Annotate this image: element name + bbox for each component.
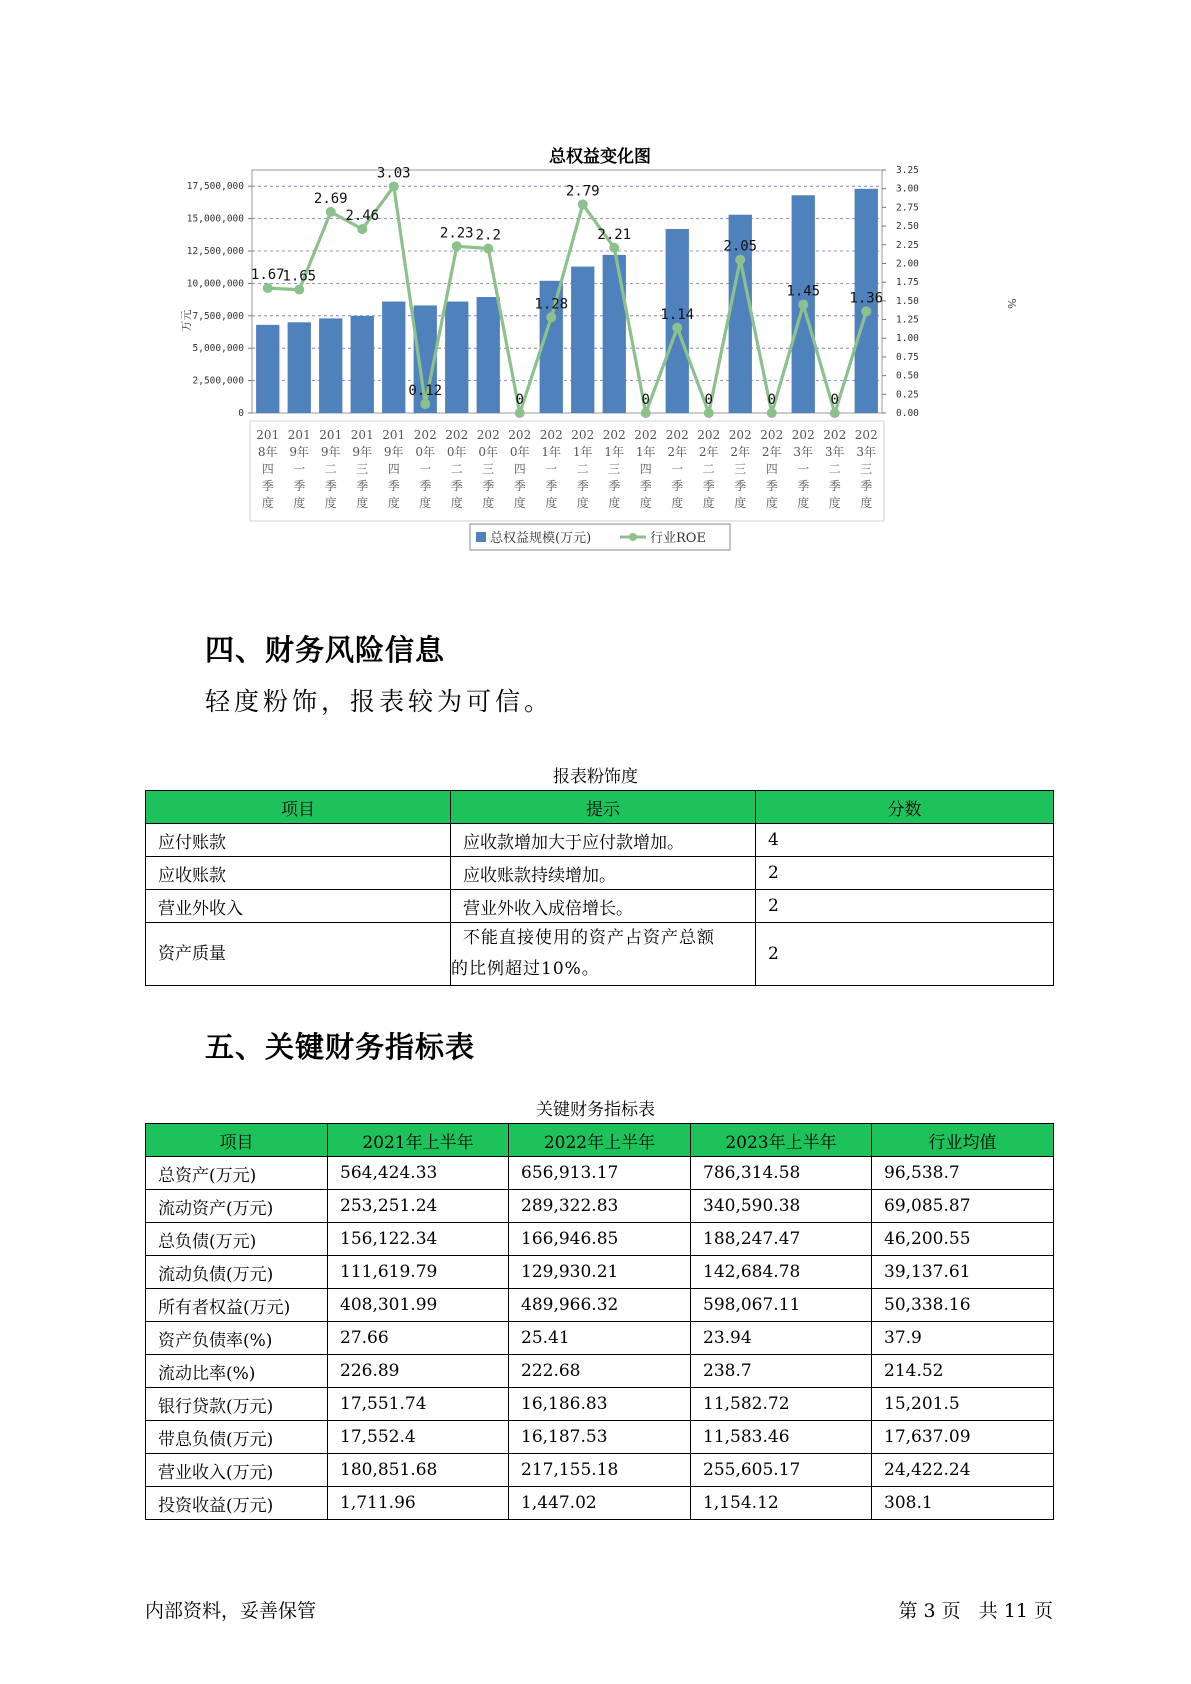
table-row bbox=[146, 1289, 1054, 1322]
metrics-header-cell: 项目 bbox=[146, 1124, 328, 1157]
y2-tick-label: 3.00 bbox=[896, 183, 919, 195]
roe-point bbox=[452, 241, 462, 251]
metric-value: 129,930.21 bbox=[509, 1256, 691, 1289]
x-tick-label: 三 bbox=[608, 462, 621, 476]
y2-tick-label: 2.75 bbox=[896, 202, 919, 214]
x-tick-label: 8年 bbox=[257, 445, 278, 459]
x-tick-label: 四 bbox=[513, 462, 526, 476]
roe-point bbox=[389, 181, 399, 191]
x-tick-label: 二 bbox=[828, 462, 841, 476]
x-tick-label: 季 bbox=[450, 479, 463, 493]
y2-tick-label: 2.00 bbox=[896, 258, 919, 270]
y2-tick-label: 0.25 bbox=[896, 389, 919, 401]
y2-tick-label: 3.25 bbox=[896, 165, 919, 176]
x-tick-label: 季 bbox=[545, 479, 558, 493]
x-tick-label: 9年 bbox=[352, 445, 373, 459]
x-tick-label: 9年 bbox=[383, 445, 404, 459]
risk-hint: 应收账款持续增加。 bbox=[451, 857, 756, 890]
risk-header-score: 分数 bbox=[756, 791, 1054, 824]
x-tick-label: 度 bbox=[828, 496, 841, 510]
category-box bbox=[250, 421, 884, 521]
roe-data-label: 1.45 bbox=[786, 283, 821, 300]
x-tick-label: 一 bbox=[671, 462, 684, 476]
roe-data-label: 0 bbox=[767, 392, 776, 408]
metrics-table bbox=[145, 1123, 1054, 1520]
x-tick-label: 2年 bbox=[698, 445, 719, 459]
x-tick-label: 1年 bbox=[635, 445, 656, 459]
bar bbox=[571, 267, 594, 413]
x-tick-label: 1年 bbox=[572, 445, 593, 459]
legend-line-marker bbox=[629, 533, 637, 541]
metric-value: 46,200.55 bbox=[872, 1223, 1054, 1256]
x-tick-label: 度 bbox=[450, 496, 463, 510]
table-row bbox=[146, 1355, 1054, 1388]
metric-value: 166,946.85 bbox=[509, 1223, 691, 1256]
x-tick-label: 三 bbox=[482, 462, 495, 476]
metric-value: 1,711.96 bbox=[328, 1487, 509, 1520]
risk-hint-line2: 的比例超过10%。 bbox=[451, 959, 600, 979]
x-tick-label: 季 bbox=[513, 479, 526, 493]
x-tick-label: 202 bbox=[823, 428, 847, 442]
roe-data-label: 2.69 bbox=[313, 190, 348, 207]
x-tick-label: 度 bbox=[639, 496, 652, 510]
x-tick-label: 度 bbox=[324, 496, 337, 510]
x-tick-label: 202 bbox=[697, 428, 721, 442]
x-tick-label: 202 bbox=[634, 428, 658, 442]
bar bbox=[288, 322, 311, 413]
roe-data-label: 2.21 bbox=[597, 226, 632, 243]
x-tick-label: 9年 bbox=[289, 445, 310, 459]
metric-value: 238.7 bbox=[691, 1355, 872, 1388]
y2-tick-label: 1.25 bbox=[896, 314, 919, 326]
equity-chart bbox=[170, 130, 1030, 600]
x-tick-label: 1年 bbox=[604, 445, 625, 459]
risk-score: 4 bbox=[756, 824, 1054, 857]
x-tick-label: 度 bbox=[419, 496, 432, 510]
risk-item: 应收账款 bbox=[146, 857, 451, 890]
table-row bbox=[146, 890, 1054, 923]
x-tick-label: 一 bbox=[797, 462, 810, 476]
risk-hint: 应收款增加大于应付款增加。 bbox=[451, 824, 756, 857]
risk-score: 2 bbox=[756, 923, 1054, 986]
metric-value: 255,605.17 bbox=[691, 1454, 872, 1487]
metric-value: 656,913.17 bbox=[509, 1157, 691, 1190]
x-tick-label: 202 bbox=[602, 428, 626, 442]
roe-point bbox=[483, 244, 493, 254]
y-tick-label: 7,500,000 bbox=[192, 310, 244, 322]
risk-summary: 轻度粉饰，报表较为可信。 bbox=[205, 687, 554, 716]
bar bbox=[445, 302, 468, 413]
metric-value: 69,085.87 bbox=[872, 1190, 1054, 1223]
roe-data-label: 0 bbox=[641, 392, 650, 408]
x-tick-label: 201 bbox=[319, 428, 343, 442]
roe-point bbox=[672, 323, 682, 333]
risk-hint-line1: 不能直接使用的资产占资产总额 bbox=[463, 928, 715, 948]
x-tick-label: 二 bbox=[702, 462, 715, 476]
x-tick-label: 202 bbox=[476, 428, 500, 442]
x-tick-label: 四 bbox=[765, 462, 778, 476]
x-tick-label: 四 bbox=[639, 462, 652, 476]
metric-value: 16,187.53 bbox=[509, 1421, 691, 1454]
metric-value: 1,447.02 bbox=[509, 1487, 691, 1520]
roe-data-label: 1.28 bbox=[534, 296, 569, 313]
roe-point bbox=[263, 283, 273, 293]
x-tick-label: 季 bbox=[356, 479, 369, 493]
metric-value: 340,590.38 bbox=[691, 1190, 872, 1223]
x-tick-label: 202 bbox=[854, 428, 878, 442]
y2-tick-label: 1.50 bbox=[896, 295, 919, 307]
risk-header-row bbox=[146, 791, 1054, 824]
x-tick-label: 0年 bbox=[509, 445, 530, 459]
metric-value: 142,684.78 bbox=[691, 1256, 872, 1289]
x-tick-label: 季 bbox=[734, 479, 747, 493]
table-row bbox=[146, 1190, 1054, 1223]
metrics-table-caption: 关键财务指标表 bbox=[536, 1100, 655, 1120]
x-tick-label: 1年 bbox=[541, 445, 562, 459]
metric-name: 营业收入(万元) bbox=[146, 1454, 328, 1487]
risk-score: 2 bbox=[756, 857, 1054, 890]
y2-tick-label: 0.50 bbox=[896, 370, 919, 382]
metric-value: 1,154.12 bbox=[691, 1487, 872, 1520]
x-tick-label: 度 bbox=[387, 496, 400, 510]
metric-value: 598,067.11 bbox=[691, 1289, 872, 1322]
metric-value: 96,538.7 bbox=[872, 1157, 1054, 1190]
x-tick-label: 一 bbox=[545, 462, 558, 476]
x-tick-label: 202 bbox=[445, 428, 469, 442]
bar bbox=[382, 302, 405, 413]
roe-data-label: 3.03 bbox=[376, 165, 411, 182]
metric-value: 564,424.33 bbox=[328, 1157, 509, 1190]
x-tick-label: 度 bbox=[702, 496, 715, 510]
metric-value: 289,322.83 bbox=[509, 1190, 691, 1223]
metric-value: 23.94 bbox=[691, 1322, 872, 1355]
x-tick-label: 3年 bbox=[793, 445, 814, 459]
x-tick-label: 三 bbox=[860, 462, 873, 476]
y-tick-label: 5,000,000 bbox=[192, 343, 244, 355]
metric-value: 253,251.24 bbox=[328, 1190, 509, 1223]
x-tick-label: 二 bbox=[324, 462, 337, 476]
metrics-header-row bbox=[146, 1124, 1054, 1157]
x-tick-label: 季 bbox=[797, 479, 810, 493]
x-tick-label: 3年 bbox=[856, 445, 877, 459]
roe-point bbox=[735, 255, 745, 265]
metric-name: 银行贷款(万元) bbox=[146, 1388, 328, 1421]
x-tick-label: 201 bbox=[350, 428, 374, 442]
y-tick-label: 0 bbox=[238, 408, 244, 419]
table-row bbox=[146, 1388, 1054, 1421]
footer-page-number: 第 3 页 共 11 页 bbox=[898, 1600, 1053, 1622]
x-tick-label: 202 bbox=[571, 428, 595, 442]
metric-name: 总负债(万元) bbox=[146, 1223, 328, 1256]
x-tick-label: 季 bbox=[482, 479, 495, 493]
x-tick-label: 二 bbox=[576, 462, 589, 476]
y-tick-label: 17,500,000 bbox=[186, 181, 244, 193]
x-tick-label: 一 bbox=[419, 462, 432, 476]
roe-point bbox=[420, 399, 430, 409]
metric-value: 111,619.79 bbox=[328, 1256, 509, 1289]
roe-data-label: 0 bbox=[830, 392, 839, 408]
bar bbox=[477, 297, 500, 413]
x-tick-label: 201 bbox=[382, 428, 406, 442]
x-tick-label: 201 bbox=[287, 428, 311, 442]
x-tick-label: 三 bbox=[356, 462, 369, 476]
section5-title: 五、关键财务指标表 bbox=[205, 1030, 476, 1064]
x-tick-label: 3年 bbox=[824, 445, 845, 459]
metrics-header-cell: 2022年上半年 bbox=[509, 1124, 691, 1157]
risk-item: 资产质量 bbox=[146, 923, 451, 986]
x-tick-label: 季 bbox=[261, 479, 274, 493]
metric-value: 17,637.09 bbox=[872, 1421, 1054, 1454]
table-row bbox=[146, 1454, 1054, 1487]
risk-score: 2 bbox=[756, 890, 1054, 923]
footer-left: 内部资料，妥善保管 bbox=[145, 1600, 317, 1622]
x-tick-label: 季 bbox=[639, 479, 652, 493]
metric-name: 流动资产(万元) bbox=[146, 1190, 328, 1223]
roe-point bbox=[546, 312, 556, 322]
x-tick-label: 季 bbox=[419, 479, 432, 493]
metric-name: 流动比率(%) bbox=[146, 1355, 328, 1388]
table-row bbox=[146, 1157, 1054, 1190]
x-tick-label: 2年 bbox=[761, 445, 782, 459]
risk-item: 应付账款 bbox=[146, 824, 451, 857]
y2-axis-label: % bbox=[1005, 298, 1018, 309]
metric-value: 489,966.32 bbox=[509, 1289, 691, 1322]
x-tick-label: 度 bbox=[356, 496, 369, 510]
x-tick-label: 四 bbox=[261, 462, 274, 476]
roe-point bbox=[515, 408, 525, 418]
roe-point bbox=[609, 243, 619, 253]
metric-value: 16,186.83 bbox=[509, 1388, 691, 1421]
x-tick-label: 度 bbox=[261, 496, 274, 510]
risk-table bbox=[145, 790, 1054, 986]
y2-tick-label: 0.75 bbox=[896, 351, 919, 363]
roe-data-label: 2.46 bbox=[345, 208, 380, 225]
y2-tick-label: 2.50 bbox=[896, 221, 919, 233]
metric-value: 214.52 bbox=[872, 1355, 1054, 1388]
x-tick-label: 202 bbox=[508, 428, 532, 442]
x-tick-label: 202 bbox=[728, 428, 752, 442]
roe-point bbox=[294, 285, 304, 295]
x-tick-label: 季 bbox=[765, 479, 778, 493]
roe-point bbox=[704, 408, 714, 418]
metric-value: 226.89 bbox=[328, 1355, 509, 1388]
x-tick-label: 季 bbox=[828, 479, 841, 493]
roe-data-label: 2.05 bbox=[723, 238, 758, 255]
x-tick-label: 度 bbox=[608, 496, 621, 510]
x-tick-label: 2年 bbox=[730, 445, 751, 459]
roe-data-label: 1.14 bbox=[660, 306, 695, 323]
x-tick-label: 度 bbox=[293, 496, 306, 510]
roe-data-label: 1.67 bbox=[250, 267, 285, 284]
roe-point bbox=[357, 224, 367, 234]
y-axis-label: 万元 bbox=[180, 309, 193, 332]
metric-value: 786,314.58 bbox=[691, 1157, 872, 1190]
roe-data-label: 0 bbox=[704, 392, 713, 408]
x-tick-label: 季 bbox=[671, 479, 684, 493]
roe-point bbox=[830, 408, 840, 418]
x-tick-label: 季 bbox=[702, 479, 715, 493]
x-tick-label: 201 bbox=[256, 428, 280, 442]
table-row bbox=[146, 923, 1054, 986]
metric-value: 37.9 bbox=[872, 1322, 1054, 1355]
x-tick-label: 度 bbox=[765, 496, 778, 510]
metrics-header-cell: 2023年上半年 bbox=[691, 1124, 872, 1157]
x-tick-label: 三 bbox=[734, 462, 747, 476]
x-tick-label: 季 bbox=[608, 479, 621, 493]
y-tick-label: 12,500,000 bbox=[186, 246, 244, 257]
metric-value: 25.41 bbox=[509, 1322, 691, 1355]
roe-point bbox=[767, 408, 777, 418]
roe-data-label: 0 bbox=[515, 392, 524, 408]
chart-svg bbox=[170, 130, 1030, 600]
metric-value: 39,137.61 bbox=[872, 1256, 1054, 1289]
metric-value: 188,247.47 bbox=[691, 1223, 872, 1256]
legend-line-label: 行业ROE bbox=[650, 531, 706, 546]
metric-name: 总资产(万元) bbox=[146, 1157, 328, 1190]
metric-value: 50,338.16 bbox=[872, 1289, 1054, 1322]
roe-data-label: 2.79 bbox=[565, 183, 600, 200]
roe-data-label: 1.36 bbox=[849, 290, 884, 307]
metric-name: 流动负债(万元) bbox=[146, 1256, 328, 1289]
metric-value: 24,422.24 bbox=[872, 1454, 1054, 1487]
table-row bbox=[146, 1322, 1054, 1355]
risk-hint bbox=[451, 923, 756, 986]
metric-value: 180,851.68 bbox=[328, 1454, 509, 1487]
bar bbox=[256, 325, 279, 413]
y2-tick-label: 2.25 bbox=[896, 239, 919, 251]
roe-data-label: 2.2 bbox=[475, 227, 501, 244]
x-tick-label: 9年 bbox=[320, 445, 341, 459]
risk-hint: 营业外收入成倍增长。 bbox=[451, 890, 756, 923]
y2-tick-label: 1.75 bbox=[896, 277, 919, 289]
roe-data-label: 2.23 bbox=[439, 225, 474, 242]
metric-value: 408,301.99 bbox=[328, 1289, 509, 1322]
x-tick-label: 度 bbox=[513, 496, 526, 510]
x-tick-label: 度 bbox=[482, 496, 495, 510]
x-tick-label: 季 bbox=[293, 479, 306, 493]
legend-bar-swatch bbox=[476, 532, 486, 542]
metric-name: 带息负债(万元) bbox=[146, 1421, 328, 1454]
x-tick-label: 202 bbox=[539, 428, 563, 442]
x-tick-label: 0年 bbox=[415, 445, 436, 459]
roe-point bbox=[798, 300, 808, 310]
table-row bbox=[146, 1487, 1054, 1520]
y-tick-label: 2,500,000 bbox=[192, 375, 244, 387]
y2-tick-label: 1.00 bbox=[896, 333, 919, 345]
table-row bbox=[146, 857, 1054, 890]
x-tick-label: 202 bbox=[413, 428, 437, 442]
x-tick-label: 一 bbox=[293, 462, 306, 476]
x-tick-label: 202 bbox=[665, 428, 689, 442]
y-tick-label: 10,000,000 bbox=[186, 278, 244, 290]
metrics-header-cell: 2021年上半年 bbox=[328, 1124, 509, 1157]
x-tick-label: 度 bbox=[860, 496, 873, 510]
chart-title: 总权益变化图 bbox=[549, 147, 651, 167]
x-tick-label: 季 bbox=[324, 479, 337, 493]
x-tick-label: 202 bbox=[760, 428, 784, 442]
risk-header-item: 项目 bbox=[146, 791, 451, 824]
bar bbox=[319, 318, 342, 413]
roe-point bbox=[641, 408, 651, 418]
legend-bar-label: 总权益规模(万元) bbox=[490, 531, 592, 546]
x-tick-label: 0年 bbox=[446, 445, 467, 459]
roe-data-label: 1.65 bbox=[282, 268, 317, 285]
bar bbox=[603, 255, 626, 413]
x-tick-label: 四 bbox=[387, 462, 400, 476]
x-tick-label: 度 bbox=[545, 496, 558, 510]
metric-name: 投资收益(万元) bbox=[146, 1487, 328, 1520]
x-tick-label: 度 bbox=[734, 496, 747, 510]
metric-value: 308.1 bbox=[872, 1487, 1054, 1520]
y2-tick-label: 0.00 bbox=[896, 408, 919, 419]
bar bbox=[351, 316, 374, 413]
metric-value: 156,122.34 bbox=[328, 1223, 509, 1256]
metric-value: 17,552.4 bbox=[328, 1421, 509, 1454]
table-row bbox=[146, 1256, 1054, 1289]
x-tick-label: 度 bbox=[797, 496, 810, 510]
metric-name: 所有者权益(万元) bbox=[146, 1289, 328, 1322]
metric-value: 15,201.5 bbox=[872, 1388, 1054, 1421]
metric-value: 11,582.72 bbox=[691, 1388, 872, 1421]
y-tick-label: 15,000,000 bbox=[186, 213, 244, 225]
x-tick-label: 0年 bbox=[478, 445, 499, 459]
table-row bbox=[146, 824, 1054, 857]
roe-point bbox=[578, 199, 588, 209]
metric-value: 222.68 bbox=[509, 1355, 691, 1388]
roe-point bbox=[861, 306, 871, 316]
metric-value: 17,551.74 bbox=[328, 1388, 509, 1421]
x-tick-label: 2年 bbox=[667, 445, 688, 459]
x-tick-label: 202 bbox=[791, 428, 815, 442]
risk-table-caption: 报表粉饰度 bbox=[553, 767, 638, 787]
metric-value: 217,155.18 bbox=[509, 1454, 691, 1487]
risk-header-hint: 提示 bbox=[451, 791, 756, 824]
metrics-header-cell: 行业均值 bbox=[872, 1124, 1054, 1157]
x-tick-label: 季 bbox=[860, 479, 873, 493]
x-tick-label: 季 bbox=[576, 479, 589, 493]
risk-item: 营业外收入 bbox=[146, 890, 451, 923]
roe-point bbox=[326, 207, 336, 217]
metric-name: 资产负债率(%) bbox=[146, 1322, 328, 1355]
metric-value: 11,583.46 bbox=[691, 1421, 872, 1454]
roe-data-label: 0.12 bbox=[408, 383, 443, 400]
metric-value: 27.66 bbox=[328, 1322, 509, 1355]
x-tick-label: 度 bbox=[576, 496, 589, 510]
x-tick-label: 二 bbox=[450, 462, 463, 476]
x-tick-label: 度 bbox=[671, 496, 684, 510]
x-tick-label: 季 bbox=[387, 479, 400, 493]
table-row bbox=[146, 1223, 1054, 1256]
section4-title: 四、财务风险信息 bbox=[205, 633, 446, 667]
table-row bbox=[146, 1421, 1054, 1454]
